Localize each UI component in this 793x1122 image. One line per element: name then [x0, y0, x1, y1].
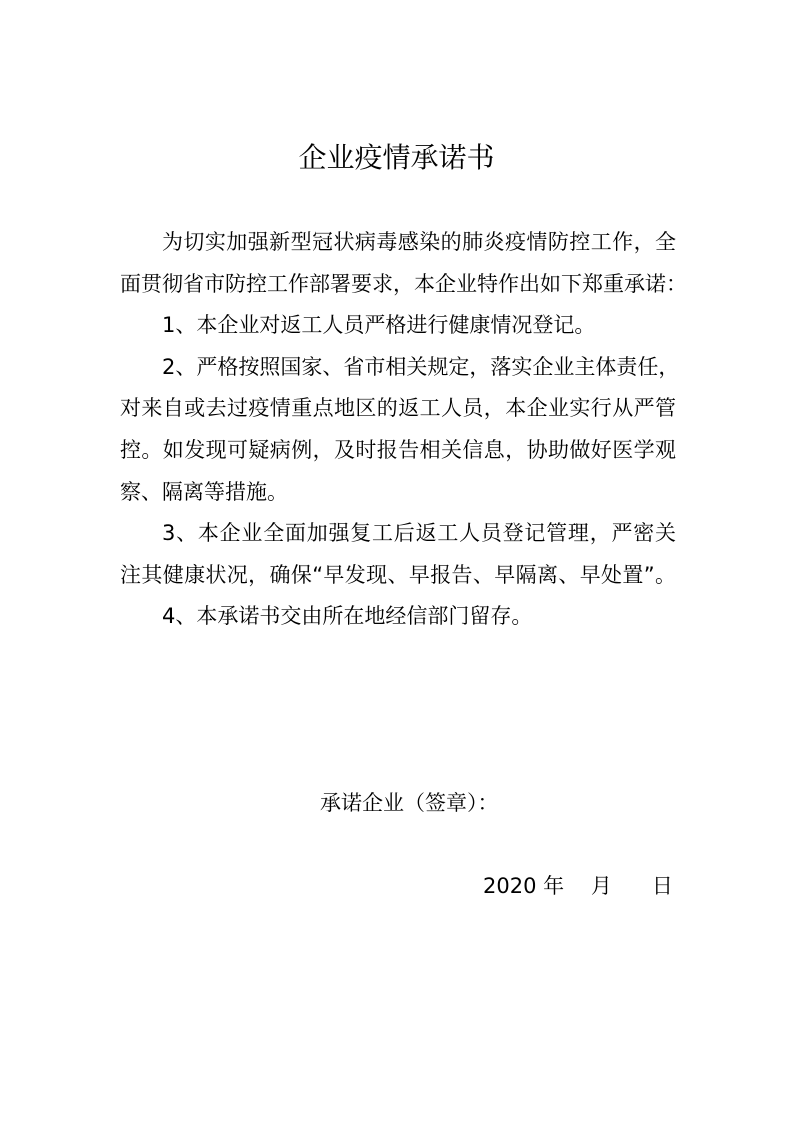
text-line: 3、本企业全面加强复工后返工人员登记管理，严密关	[162, 521, 676, 546]
document-body	[120, 222, 687, 638]
text-line: 注其健康状况，确保“早发现、早报告、早隔离、早处置”。	[120, 562, 676, 587]
text-line: 4、本承诺书交由所在地经信部门留存。	[162, 604, 533, 629]
paragraph-item-2	[120, 347, 680, 513]
text-line: 为切实加强新型冠状病毒感染的肺炎疫情防控工作，全	[162, 230, 676, 254]
text-line: 面贯彻省市防控工作部署要求，本企业特作出如下郑重承诺：	[120, 271, 687, 296]
paragraph-item-4	[120, 596, 676, 638]
date-line: 2020 年 月 日	[483, 874, 673, 898]
text-line: 1、本企业对返工人员严格进行健康情况登记。	[162, 313, 596, 338]
paragraph-intro	[120, 222, 687, 305]
text-line: 2、严格按照国家、省市相关规定，落实企业主体责任，	[162, 354, 680, 379]
paragraph-item-3	[120, 513, 676, 596]
document-title: 企业疫情承诺书	[298, 141, 495, 174]
paragraph-item-1	[120, 305, 676, 347]
text-line: 对来自或去过疫情重点地区的返工人员，本企业实行从严管	[120, 396, 676, 421]
text-line: 控。如发现可疑病例，及时报告相关信息，协助做好医学观	[120, 437, 676, 462]
text-line: 察、隔离等措施。	[120, 479, 288, 504]
signature-label: 承诺企业（签章）：	[320, 791, 499, 815]
